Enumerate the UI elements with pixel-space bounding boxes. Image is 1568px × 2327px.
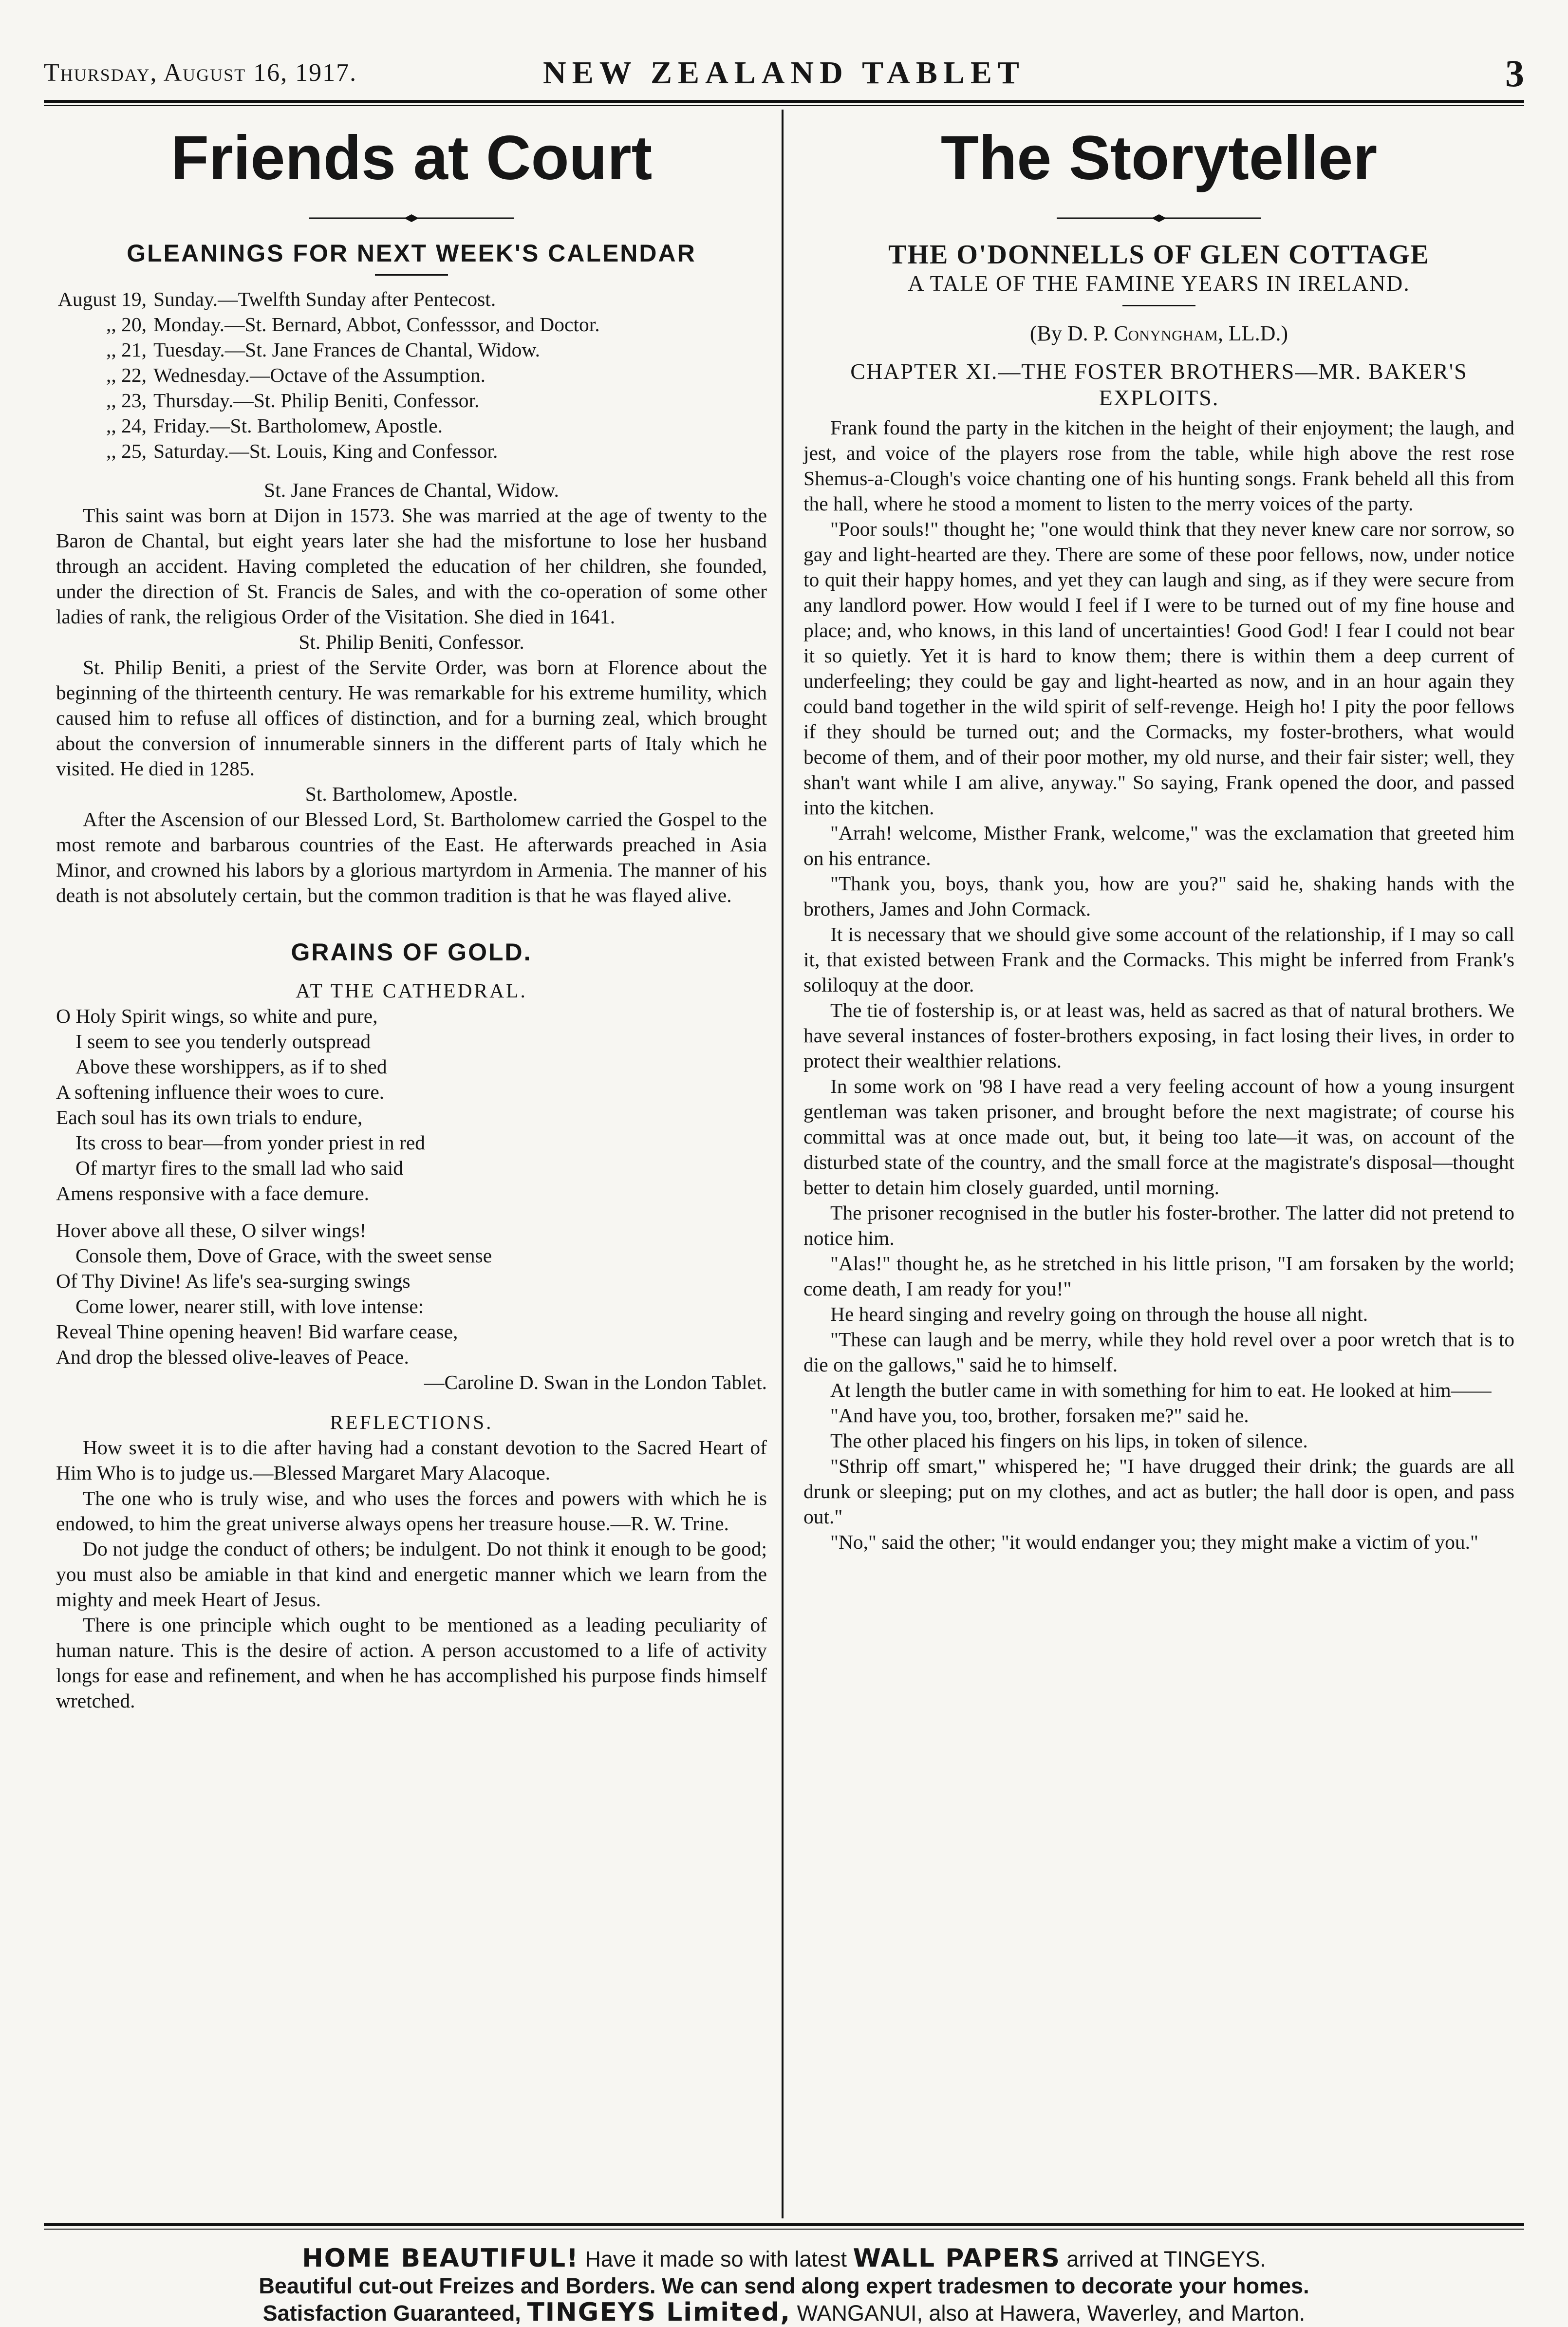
friends-at-court-column [56,122,767,1713]
poem-line: A softening influence their woes to cure. [56,1081,385,1103]
calendar-entry [56,413,767,438]
tingeys-advertisement [44,2245,1524,2327]
poem-line: Console them, Dove of Grace, with the sweet sense [75,1244,492,1267]
calendar-date: ,, 20, [106,313,147,336]
page-number: 3 [1505,52,1524,94]
calendar-date: August 19, [57,288,147,310]
byline [803,321,1514,346]
ornament-rule [309,214,514,222]
calendar-entry [56,312,767,337]
reflection-paragraph: The one who is truly wise, and who uses the forces and powers with which he is endowed, to him the great universe always opens her treasure house.—R. W. Trine. [56,1487,767,1535]
reflection-paragraph: There is one principle which ought to be mentioned as a leading peculiarity of human nature. This is the desire of action. A person accustomed to a life of activity longs for ease and refinement, and when he has accomplished his purpose finds himself wretched. [56,1614,767,1712]
ad-locations: WANGANUI, also at Hawera, Waverley, and Marton. [791,2301,1306,2326]
column-title: Friends at Court [170,123,653,193]
byline-prefix: (By D. P. [1029,321,1114,345]
ad-line-3 [44,2299,1524,2327]
story-paragraph: "And have you, too, brother, forsaken me?" said he. [830,1404,1249,1426]
calendar-date: ,, 24, [106,414,147,437]
calendar-feast: Tuesday.—St. Jane Frances de Chantal, Widow. [153,338,541,361]
story-paragraph: It is necessary that we should give some account of the relationship, if I may so call it, that existed between Frank and the Cormacks. This might be inferred from Frank's soliloquy at the door. [803,923,1514,996]
poem-line: Its cross to bear—from yonder priest in red [75,1131,425,1154]
reflection-paragraph: How sweet it is to die after having had a constant devotion to the Sacred Heart of Him Who is to judge us.—Blessed Margaret Mary Alacoque. [56,1436,767,1484]
ad-wallpapers: WALL PAPERS [853,2244,1061,2273]
calendar-date: ,, 25, [106,440,147,462]
story-paragraph: "Alas!" thought he, as he stretched in his little prison, "I am forsaken by the world; come death, I am ready for you!" [803,1252,1514,1300]
poem-stanza [56,1218,767,1370]
ad-line-1 [44,2245,1524,2272]
calendar-heading: GLEANINGS FOR NEXT WEEK'S CALENDAR [127,240,696,267]
story-subtitle: A TALE OF THE FAMINE YEARS IN IRELAND. [908,271,1410,296]
story-paragraph: "No," said the other; "it would endanger you; they might make a victim of you." [830,1531,1478,1553]
poem-stanza [56,1003,767,1206]
story-paragraph: "These can laugh and be merry, while they hold revel over a poor wretch that is to die on the gallows," said he to himself. [803,1328,1514,1376]
footer-rule-thin [44,2229,1524,2230]
poem-attribution: —Caroline D. Swan in the London Tablet. [424,1371,767,1393]
chapter-heading: CHAPTER XI.—THE FOSTER BROTHERS—MR. BAKER'S EXPLOITS. [850,359,1468,410]
story-paragraph: The prisoner recognised in the butler his foster-brother. The latter did not pretend to notice him. [803,1201,1514,1249]
calendar-entry [56,286,767,312]
poem-line: I seem to see you tenderly outspread [75,1030,371,1052]
saint-text: This saint was born at Dijon in 1573. She was married at the age of twenty to the Baron de Chantal, but eight years later she had the misfortune to lose her husband through an accident. Having completed the education of her children, she founded, under the direction of St. Francis de Sales, and with the co-operation of some other ladies of rank, the religious Order of the Visitation. She died in 1641. [56,504,767,628]
saint-text: St. Philip Beniti, a priest of the Servite Order, was born at Florence about the beginning of the thirteenth century. He was remarkable for his extreme humility, which caused him to refuse all offices of distinction, and for a burning zeal, which brought about the conversion of innumerable sinners in the different parts of Italy which he visited. He died in 1285. [56,656,767,780]
story-paragraph: "Poor souls!" thought he; "one would think that they never knew care nor sorrow, so gay and light-hearted are they. There are some of these poor fellows, now, under notice to quit their happy homes, and yet they can laugh and sing, as if they were secure from any landlord power. How would I feel if I were to be turned out of my fine house and place; and, who knows, in this land of uncertainties! Good God! I fear I could not bear it so quietly. Yet it is hard to know them; there is within them a deep current of underfeeling; they could be gay and light-hearted as now, and in an hour again they could band together in the wild spirit of self-revenge. Heigh ho! I pity the poor fellows if they should be turned out; and the Cormacks, my foster-brothers, what would become of them, and of their poor mother, my old nurse, and their fair sister; well, they shan't want while I am alive, anyway." So saying, Frank opened the door, and passed into the kitchen. [803,518,1514,819]
calendar-entry [56,388,767,413]
calendar-feast: Monday.—St. Bernard, Abbot, Confesssor, and Doctor. [153,313,600,336]
newspaper-title: NEW ZEALAND TABLET [543,55,1025,91]
story-title: THE O'DONNELLS OF GLEN COTTAGE [888,240,1430,270]
poem-title: AT THE CATHEDRAL. [296,979,527,1002]
calendar-date: ,, 22, [106,364,147,386]
calendar-feast: Saturday.—St. Louis, King and Confessor. [153,440,498,462]
reflections-heading: REFLECTIONS. [330,1411,493,1433]
ad-text: arrived at TINGEYS. [1060,2247,1266,2271]
calendar-feast: Sunday.—Twelfth Sunday after Pentecost. [153,288,496,310]
poem-line: Hover above all these, O silver wings! [56,1219,367,1241]
ad-headline: HOME BEAUTIFUL! [302,2244,579,2273]
byline-suffix: , LL.D.) [1217,321,1288,345]
calendar-feast: Friday.—St. Bartholomew, Apostle. [153,414,443,437]
poem-line: Come lower, nearer still, with love intense: [75,1295,424,1317]
poem-line: Reveal Thine opening heaven! Bid warfare cease, [56,1320,458,1343]
calendar-entry [56,362,767,388]
calendar-feast: Thursday.—St. Philip Beniti, Confessor. [153,389,480,412]
ad-company: TINGEYS Limited, [527,2298,791,2327]
saint-heading: St. Bartholomew, Apostle. [305,783,518,805]
header-rule [44,100,1524,103]
byline-author: Conyngham [1114,321,1218,345]
poem-line: Of Thy Divine! As life's sea-surging swings [56,1270,411,1292]
calendar-feast: Wednesday.—Octave of the Assumption. [153,364,486,386]
story-paragraph: "Thank you, boys, thank you, how are you?" said he, shaking hands with the brothers, James and John Cormack. [803,872,1514,920]
story-paragraph: The other placed his fingers on his lips, in token of silence. [830,1429,1308,1452]
calendar-entry [56,337,767,362]
poem-line: O Holy Spirit wings, so white and pure, [56,1005,378,1027]
calendar-date: ,, 23, [106,389,147,412]
story-paragraph: He heard singing and revelry going on through the house all night. [830,1303,1368,1325]
divider [1122,305,1195,306]
ad-guarantee: Satisfaction Guaranteed, [262,2301,527,2326]
saint-heading: St. Philip Beniti, Confessor. [299,631,524,653]
header-rule-thin [44,105,1524,106]
story-paragraph: "Arrah! welcome, Misther Frank, welcome," was the exclamation that greeted him on his entrance. [803,822,1514,869]
ad-text: Have it made so with latest [579,2247,853,2271]
footer-rule [44,2223,1524,2226]
page-header [44,49,1524,102]
reflection-paragraph: Do not judge the conduct of others; be indulgent. Do not think it enough to be good; you must also be amiable in that kind and energetic manner which we learn from the mighty and meek Heart of Jesus. [56,1538,767,1611]
ornament-rule [1057,214,1261,222]
column-title: The Storyteller [940,123,1378,193]
storyteller-column [803,122,1514,1555]
story-paragraph: Frank found the party in the kitchen in the height of their enjoyment; the laugh, and jest, and voice of the players rose from the table, while high above the rest rose Shemus-a-Clough's voice chanting one of his hunting songs. Frank beheld all this from the hall, where he stood a moment to listen to the merry voices of the party. [803,416,1514,515]
grains-heading: GRAINS OF GOLD. [291,938,532,966]
divider [375,274,448,276]
saint-heading: St. Jane Frances de Chantal, Widow. [264,479,559,501]
poem-line: And drop the blessed olive-leaves of Peace. [56,1346,409,1368]
ad-line-2: Beautiful cut-out Freizes and Borders. We can send along expert tradesmen to decorate your homes. [259,2273,1309,2298]
column-divider [782,110,784,2218]
poem-line: Of martyr fires to the small lad who said [75,1157,404,1179]
poem-line: Each soul has its own trials to endure, [56,1106,363,1128]
poem-line: Amens responsive with a face demure. [56,1182,370,1204]
calendar-date: ,, 21, [106,338,147,361]
story-paragraph: "Sthrip off smart," whispered he; "I have drugged their drink; the guards are all drunk or sleeping; put on my clothes, and act as butler; the hall door is open, and pass out." [803,1455,1514,1528]
story-paragraph: The tie of fostership is, or at least was, held as sacred as that of natural brothers. We have several instances of foster-brothers exposing, in fact losing their lives, in order to protect their wealthier relations. [803,999,1514,1072]
story-paragraph: In some work on '98 I have read a very feeling account of how a young insurgent gentleman was taken prisoner, and brought before the next magistrate; of course his committal was at once made out, but, it being too late—it was, on account of the disturbed state of the country, and the small force at the magistrate's disposal—thought better to detain him closely guarded, until morning. [803,1075,1514,1199]
poem-line: Above these worshippers, as if to shed [75,1055,387,1078]
issue-date: Thursday, August 16, 1917. [44,59,357,87]
saint-text: After the Ascension of our Blessed Lord, St. Bartholomew carried the Gospel to the most remote and barbarous countries of the East. He afterwards preached in Asia Minor, and crowned his labors by a glorious martyrdom in Armenia. The manner of his death is not absolutely certain, but the common tradition is that he was flayed alive. [56,808,767,906]
story-paragraph: At length the butler came in with something for him to eat. He looked at him—— [830,1379,1492,1401]
calendar-entry [56,438,767,464]
calendar-list [56,286,767,464]
